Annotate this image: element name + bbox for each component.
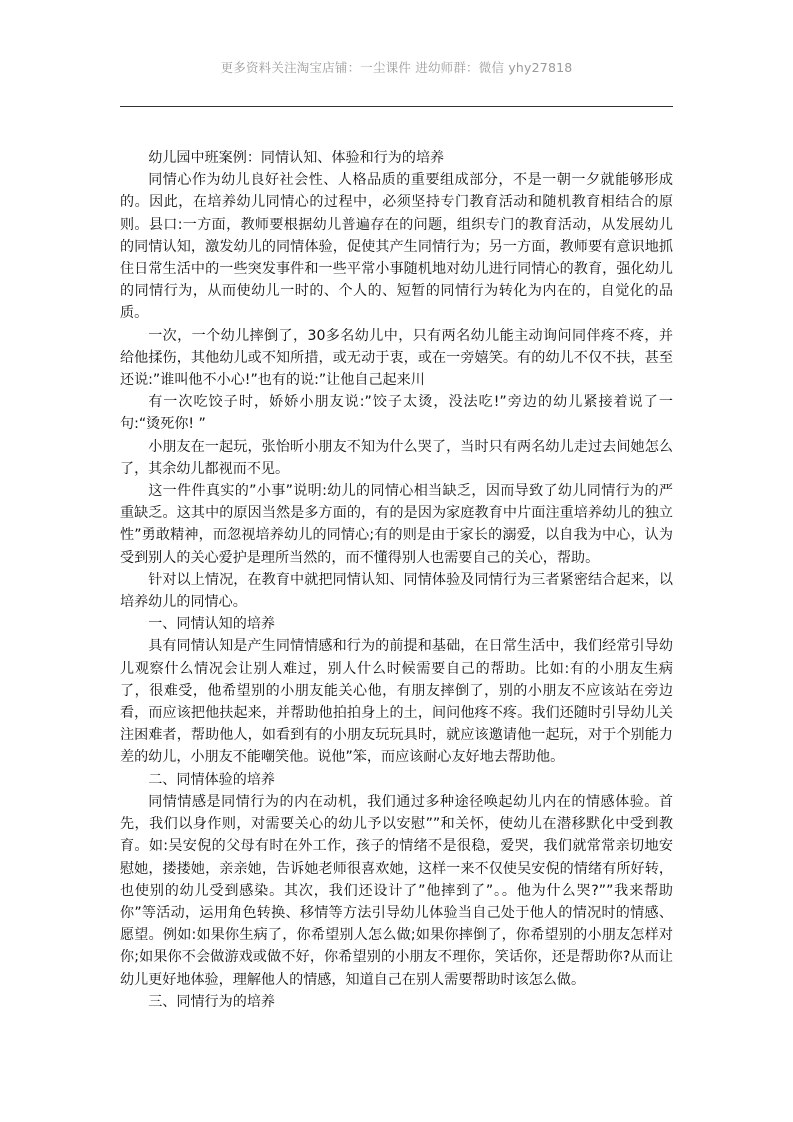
section-heading-behavior: 三、同情行为的培养	[148, 993, 276, 1010]
paragraph-experience: 同情情感是同情行为的内在动机，我们通过多种途径唤起幼儿内在的情感体验。首先，我们以身作则，对需要关心的幼儿予以安慰””和关怀，使幼儿在潜移默化中受到教育。如:吴安倪的父母有时在外工作，孩子的情绪不是很稳，爱哭，我们就常常亲切地安慰她，搂搂她，亲亲她，告诉她老师很喜欢她，这样一来不仅使吴安倪的情绪有所好转，也使别的幼儿受到感染。其次，我们还设计了”他摔到了”。。他为什么哭?””我来帮助你”等活动，运用角色转换、移情等方法引导幼儿体验当自己处于他人的情况时的情感、愿望。例如:如果你生病了，你希望别人怎么做;如果你摔倒了，你希望别的小朋友怎样对你;如果你不会做游戏或做不好，你希望别的小朋友不理你，笑话你，还是帮助你?从而让幼儿更好地体验，理解他人的情感，知道自己在别人需要帮助时该怎么做。	[120, 793, 673, 988]
document-body	[120, 147, 673, 1013]
paragraph-case-fall: 一次，一个幼儿摔倒了，30多名幼儿中，只有两名幼儿能主动询问同伴疼不疼，并给他揉伤，其他幼儿或不知所措，或无动于衷，或在一旁嬉笑。有的幼儿不仅不扶，甚至还说:”谁叫他不小心!”也有的说:”让他自己起来川	[120, 327, 673, 389]
paragraph-analysis: 这一件件真实的”小事”说明:幼儿的同情心相当缺乏，因而导致了幼儿同情行为的严重缺乏。这其中的原因当然是多方面的，有的是因为家庭教育中片面注重培养幼儿的独立性”勇敢精神，而忽视培养幼儿的同情心;有的则是由于家长的溺爱，以自我为中心，认为受到别人的关心爱护是理所当然的，而不懂得别人也需要自己的关心，帮助。	[120, 483, 673, 566]
paragraph-case-crying: 小朋友在一起玩，张怡昕小朋友不知为什么哭了，当时只有两名幼儿走过去间她怎么了，其余幼儿都视而不见。	[120, 438, 673, 477]
header-watermark-note: 更多资料关注淘宝店铺：一尘课件 进幼师群：微信 yhy27818	[220, 60, 573, 75]
paragraph-intro: 同情心作为幼儿良好社会性、人格品质的重要组成部分，不是一朝一夕就能够形成的。因此，在培养幼儿同情心的过程中，必须坚持专门教育活动和随机教育相结合的原则。县口:一方面，教师要根据幼儿普遍存在的问题，组织专门的教育活动，从发展幼儿的同情认知，激发幼儿的同情体验，促使其产生同情行为；另一方面，教师要有意识地抓住日常生活中的一些突发事件和一些平常小事随机地对幼儿进行同情心的教育，强化幼儿的同情行为，从而使幼儿一时的、个人的、短暂的同情行为转化为内在的，自觉化的品质。	[120, 172, 673, 322]
paragraph-approach: 针对以上情况，在教育中就把同情认知、同情体验及同情行为三者紧密结合起来，以培养幼儿的同情心。	[120, 571, 673, 611]
section-heading-cognition: 一、同情认知的培养	[148, 616, 276, 633]
paragraph-case-dumplings: 有一次吃饺子时，娇娇小朋友说:”饺子太烫，没法吃!”旁边的幼儿紧接着说了一句:“烫死你! ”	[120, 394, 673, 433]
header-divider	[120, 106, 673, 107]
section-heading-experience: 二、同情体验的培养	[148, 771, 276, 788]
paragraph-cognition: 具有同情认知是产生同情情感和行为的前提和基础，在日常生活中，我们经常引导幼儿观察什么情况会让别人难过，别人什么时候需要自己的帮助。比如:有的小朋友生病了，很难受，他希望别的小朋友能关心他，有朋友摔倒了，别的小朋友不应该站在旁边看，而应该把他扶起来，并帮助他拍拍身上的土，间问他疼不疼。我们还随时引导幼儿关注困难者，帮助他人，如看到有的小朋友玩玩具时，就应该邀请他一起玩，对于个别能力差的幼儿，小朋友不能嘲笑他。说他”笨，而应该耐心友好地去帮助他。	[120, 638, 673, 766]
document-title: 幼儿园中班案例：同情认知、体验和行为的培养	[148, 150, 445, 166]
